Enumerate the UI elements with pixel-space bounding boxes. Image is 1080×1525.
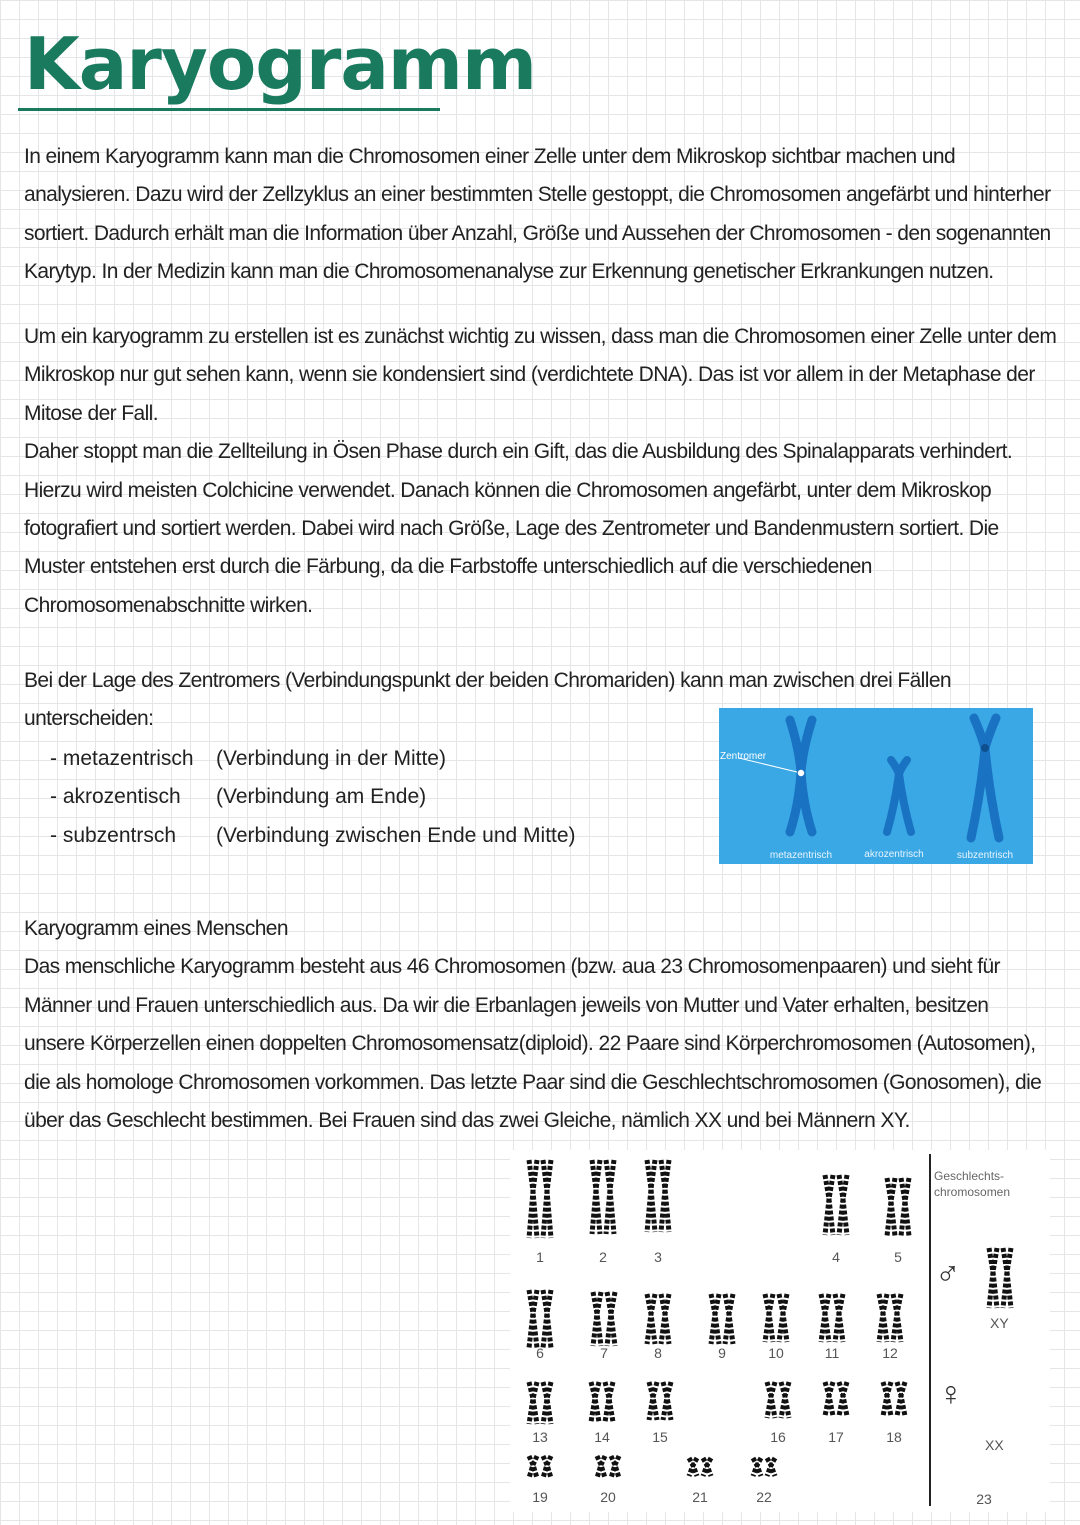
karyogram-image: [510, 1150, 1050, 1512]
chromosome-number: 4: [832, 1249, 840, 1265]
chromosome-number: 7: [600, 1345, 608, 1361]
list-term: - subzentrsch: [50, 823, 177, 847]
chromosome-number: 3: [654, 1249, 662, 1265]
title-underline: [18, 108, 440, 111]
chromosome-number: 6: [536, 1345, 544, 1361]
list-item: [50, 778, 427, 816]
chromosome-number: 13: [532, 1429, 548, 1445]
chromosome-number: 9: [718, 1345, 726, 1361]
chromosome-number: 18: [886, 1429, 902, 1445]
female-symbol-icon: ♀: [938, 1375, 964, 1413]
list-desc: (Verbindung in der Mitte): [216, 747, 446, 770]
chromosome-number: 5: [894, 1249, 902, 1265]
intro-line: sortiert. Dadurch erhält man die Information über Anzahl, Größe und Aussehen der Chromosomen - den sogenannten: [24, 221, 1051, 245]
method-line: Muster entstehen erst durch die Färbung, da die Farbstoffe unterschiedlich auf die verschiedenen: [24, 555, 872, 579]
method-line: Mikroskop nur gut sehen kann, wenn sie kondensiert sind (verdichtete DNA). Das ist vor allem in der Metaphase der: [24, 363, 1035, 387]
human-heading: Karyogramm eines Menschen: [24, 917, 288, 940]
intro-line: analysieren. Dazu wird der Zellzyklus an einer bestimmten Stelle gestoppt, die Chromosomen angefärbt und hinterher: [24, 183, 1051, 207]
centromere-diagram: [719, 708, 1033, 864]
acrocentric-chromosome-icon: [887, 760, 911, 832]
chromosome-number: 15: [652, 1429, 668, 1445]
centromere-dot: [797, 769, 805, 777]
centromere-line: unterscheiden:: [24, 707, 154, 731]
male-label: XY: [990, 1315, 1009, 1331]
method-line: Hierzu wird meisten Colchicine verwendet. Danach können die Chromosomen angefärbt, unter dem Mikroskop: [24, 478, 992, 502]
list-term: - metazentrisch: [50, 747, 194, 770]
caption-metacentric: metazentrisch: [769, 850, 833, 861]
chromosome-number: 20: [600, 1489, 616, 1505]
human-paragraph: [24, 910, 1064, 1140]
chromosome-number: 17: [828, 1429, 844, 1445]
chromosome-number: 12: [882, 1345, 898, 1361]
list-term: - akrozentisch: [50, 785, 181, 809]
method-line: fotografiert und sortiert werden. Dabei wird nach Größe, Lage des Zentrometer und Bandenmustern sortiert. Die: [24, 517, 999, 541]
chromosome-number: 14: [594, 1429, 610, 1445]
human-line: Das menschliche Karyogramm besteht aus 46 Chromosomen (bzw. aua 23 Chromosomenpaaren) und sieht für: [24, 955, 1000, 979]
chromosome-number: 23: [976, 1491, 992, 1507]
chromosome-number: 8: [654, 1345, 662, 1361]
page-title: Karyogramm: [24, 22, 536, 106]
list-desc: (Verbindung am Ende): [216, 785, 427, 809]
centromere-dot: [981, 744, 989, 752]
caption-acrocentric: akrozentrisch: [864, 849, 924, 860]
centromere-type-list: [50, 740, 576, 855]
sex-chromosome-title: Geschlechts-: [934, 1169, 1005, 1183]
chromosome-number: 11: [824, 1345, 840, 1361]
method-line: Chromosomenabschnitte wirken.: [24, 593, 313, 617]
chromosome-number: 10: [768, 1345, 784, 1361]
list-item: [50, 740, 446, 778]
intro-line: In einem Karyogramm kann man die Chromosomen einer Zelle unter dem Mikroskop sichtbar machen und: [24, 145, 956, 168]
method-line: Mitose der Fall.: [24, 401, 158, 425]
method-line: Daher stoppt man die Zellteilung in Ösen Phase durch ein Gift, das die Ausbildung des Spinalapparats verhindert.: [24, 440, 1013, 464]
centromere-line: Bei der Lage des Zentromers (Verbindungspunkt der beiden Chromariden) kann man zwischen drei Fällen: [24, 669, 951, 692]
method-line: Um ein karyogramm zu erstellen ist es zunächst wichtig zu wissen, dass man die Chromosomen einer Zelle unter dem: [24, 325, 1057, 348]
male-symbol-icon: ♂: [935, 1255, 961, 1293]
chromosome-number: 16: [770, 1429, 786, 1445]
human-line: Männer und Frauen unterschiedlich aus. Da wir die Erbanlagen jeweils von Mutter und Vater erhalten, besitzen: [24, 993, 989, 1017]
human-line: über das Geschlecht bestimmen. Bei Frauen sind das zwei Gleiche, nämlich XX und bei Männern XY.: [24, 1109, 910, 1133]
caption-subcentric: subzentrisch: [956, 850, 1014, 861]
method-paragraph: [24, 318, 1064, 625]
sex-chromosome-title: chromosomen: [934, 1185, 1011, 1199]
list-item: [50, 817, 576, 855]
chromosome-number: 19: [532, 1489, 548, 1505]
chromosome-number: 22: [756, 1489, 772, 1505]
zentromer-label: Zentromer: [720, 751, 767, 762]
list-desc: (Verbindung zwischen Ende und Mitte): [216, 823, 576, 847]
chromosome-number: 2: [599, 1249, 607, 1265]
female-label: XX: [985, 1437, 1004, 1453]
intro-line: Karytyp. In der Medizin kann man die Chromosomenanalyse zur Erkennung genetischer Erkrankungen nutzen.: [24, 260, 994, 284]
chromosome-number: 21: [692, 1489, 708, 1505]
human-line: die als homologe Chromosomen vorkommen. Das letzte Paar sind die Geschlechtschromosomen (Gonosomen), die: [24, 1070, 1042, 1094]
intro-paragraph: [24, 138, 1064, 292]
subcentric-chromosome-icon: [971, 718, 999, 838]
chromosome-number: 1: [536, 1249, 544, 1265]
human-line: unsere Körperzellen einen doppelten Chromosomensatz(diploid). 22 Paare sind Körperchromosomen (Autosomen),: [24, 1032, 1036, 1056]
